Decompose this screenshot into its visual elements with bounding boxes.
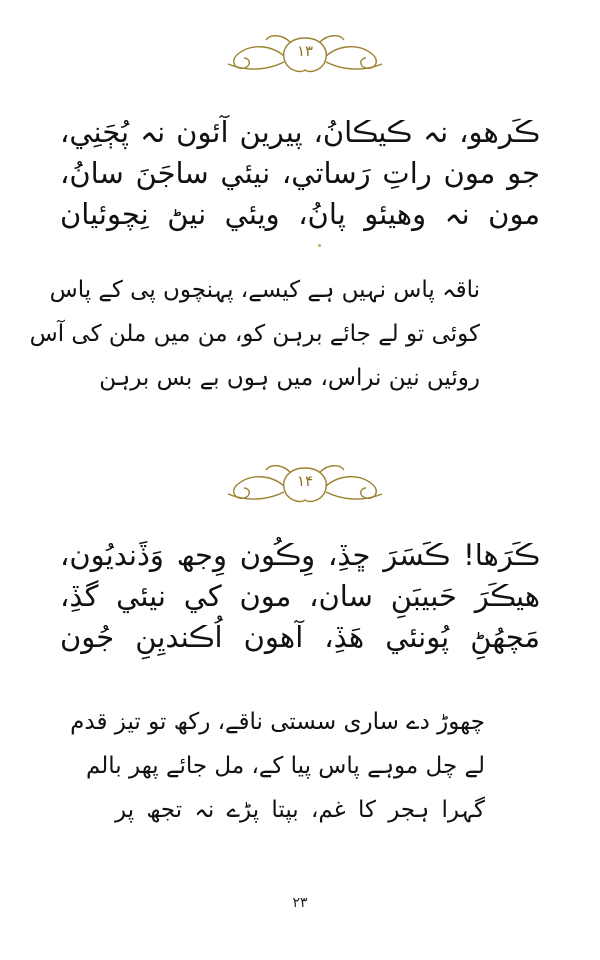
urdu-line: چھوڑ دے ساری سستی ناقے، رکھ تو تیز قدم bbox=[70, 709, 485, 735]
sindhi-line: هيڪَرَ حَبيبَنِ سان، مون کي نيئي گڏِ، bbox=[60, 579, 540, 613]
poem-number-ornament bbox=[220, 30, 390, 80]
urdu-stanza bbox=[70, 700, 485, 832]
urdu-line: ناقہ پاس نہیں ہے کیسے، پہنچوں پی کے پاس bbox=[49, 277, 480, 303]
poem-number-ornament bbox=[220, 460, 390, 510]
urdu-stanza bbox=[29, 268, 480, 400]
sindhi-stanza bbox=[60, 112, 540, 235]
poem-number: ۱۴ bbox=[296, 472, 314, 490]
sindhi-line: مون نہ وهيئو پانُ، ويئي نيڻ نِچوئيان bbox=[60, 197, 540, 231]
sindhi-line: ڪَرَها! ڪَسَرَ ڇڏِ، وِڪُون وِجھ وَڏَنديُون، bbox=[60, 538, 540, 572]
sindhi-line: جو مون راتِ رَساتي، نيئي ساجَنَ سانُ، bbox=[60, 156, 540, 190]
sindhi-line: ڪَرهو، نہ ڪيڪانُ، پيرين آئون نہ پُڄَنِي، bbox=[60, 115, 540, 149]
urdu-line: روئیں نین نراس، میں ہوں بے بس برہن bbox=[99, 365, 480, 391]
sindhi-line: مَچھُڻِ پُونئي ھَڏِ، آھون اُڪنديِنِ جُون bbox=[60, 620, 540, 654]
poem-number: ۱۳ bbox=[296, 42, 314, 60]
page-number: ۲۳ bbox=[292, 895, 308, 911]
urdu-line: لے چل موہے پاس پیا کے، مل جائے پھر بالم bbox=[85, 753, 485, 779]
urdu-line: گہرا ہجر کا غم، بپتا پڑے نہ تجھ پر bbox=[115, 797, 485, 823]
urdu-line: کوئی تو لے جائے برہن کو، من میں ملن کی آس bbox=[29, 321, 480, 347]
sindhi-stanza bbox=[60, 535, 540, 658]
separator-dot bbox=[318, 244, 321, 247]
